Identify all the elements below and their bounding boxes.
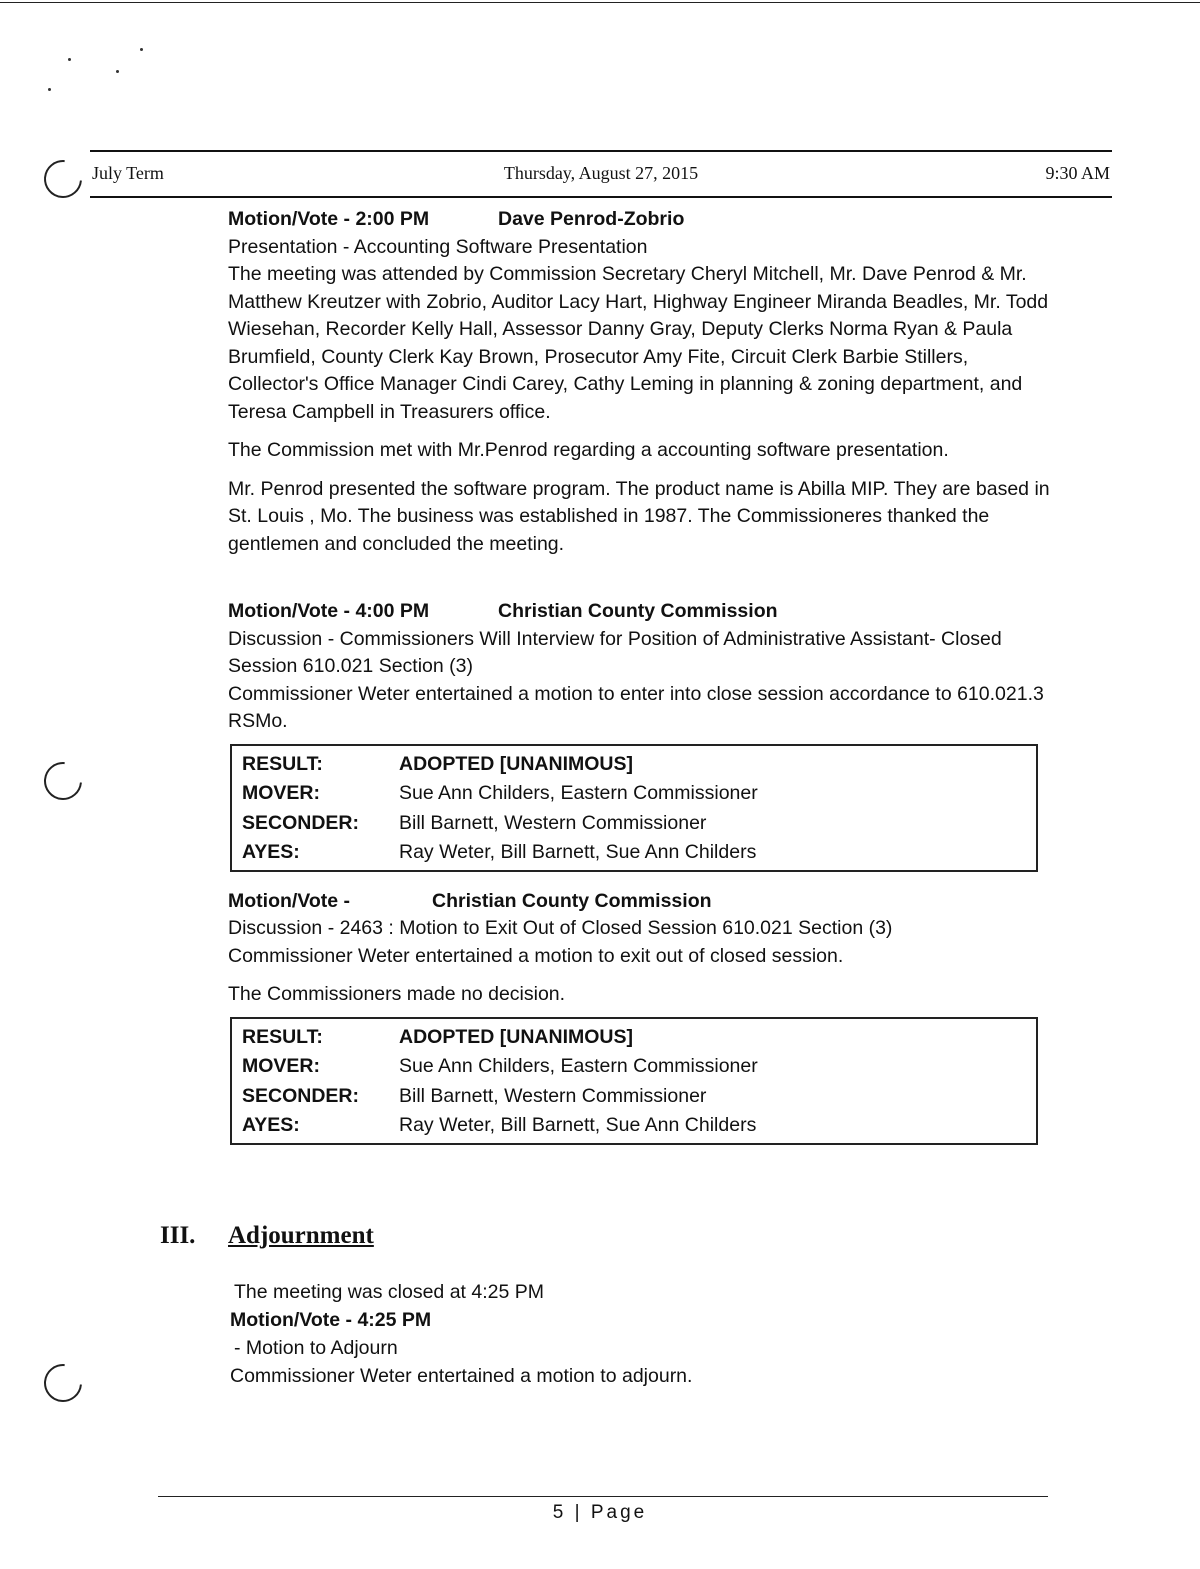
attendance-paragraph: The meeting was attended by Commission Secretary Cheryl Mitchell, Mr. Dave Penrod & Mr. Matthew Kreutzer with Zobrio, Auditor Lacy Hart, Highway Engineer Miranda Beadles, Mr. Todd Wiesehan, Recorder Kelly Hall, Assessor Danny Gray, Deputy Clerks Norma Ryan & Paula Brumfield, County Clerk Kay Brown, Prosecutor Amy Fite, Circuit Clerk Barbie Stillers, Collector's Office Manager Cindi Carey, Cathy Leming in planning & zoning department, and Teresa Campbell in Treasurers office. [228,263,1049,423]
motion-text: Commissioner Weter entertained a motion to adjourn. [230,1365,693,1387]
scan-speck [140,48,143,51]
mover-label: MOVER: [242,1055,320,1077]
minutes-body [228,206,1058,1145]
motion-heading [228,206,1058,234]
motion-body: Dave Penrod-Zobrio [498,208,685,230]
motion-body: Christian County Commission [498,600,778,622]
section-number: III. [160,1222,196,1249]
scan-speck [116,70,119,73]
presentation-title: Presentation - Accounting Software Presentation [228,235,648,258]
adjournment-block [230,1278,693,1390]
motion-label: Motion/Vote - 2:00 PM [228,208,430,230]
motion-text: Commissioner Weter entertained a motion to enter into close session accordance to 610.021.3 RSMo. [228,682,1044,732]
discussion-text: Discussion - Commissioners Will Interview for Position of Administrative Assistant- Closed Session 610.021 Section (3) [228,627,1002,677]
motion-item: - Motion to Adjourn [234,1337,398,1359]
vote-result-box [230,1017,1038,1145]
header-term: July Term [92,163,164,183]
result-label: RESULT: [242,1025,323,1048]
ayes-value: Ray Weter, Bill Barnett, Sue Ann Childers [399,841,757,863]
motion-text: Commissioner Weter entertained a motion to exit out of closed session. [228,944,844,967]
punch-hole-icon [36,152,90,206]
section-heading [160,1222,374,1250]
seconder-value: Bill Barnett, Western Commissioner [399,1084,707,1107]
motion-label: Motion/Vote - 4:00 PM [228,600,430,622]
mover-value: Sue Ann Childers, Eastern Commissioner [399,1055,758,1077]
punch-hole-icon [36,1356,90,1410]
paragraph: The Commission met with Mr.Penrod regarding a accounting software presentation. [228,439,949,461]
motion-heading [228,598,1058,626]
seconder-value: Bill Barnett, Western Commissioner [399,811,707,834]
section-title: Adjournment [228,1222,374,1249]
motion-label: Motion/Vote - [228,889,351,912]
mover-value: Sue Ann Childers, Eastern Commissioner [399,782,758,804]
header-time: 9:30 AM [1045,163,1110,183]
punch-hole-icon [36,754,90,808]
paragraph: Mr. Penrod presented the software program. The product name is Abilla MIP. They are based in St. Louis , Mo. The business was established in 1987. The Commissioneres thanked the gentlemen and concluded the meeting. [228,477,1050,555]
closing-time: The meeting was closed at 4:25 PM [234,1281,544,1303]
discussion-text: Discussion - 2463 : Motion to Exit Out of Closed Session 610.021 Section (3) [228,917,893,939]
motion-body: Christian County Commission [432,889,712,912]
vote-result-box [230,744,1038,872]
result-value: ADOPTED [UNANIMOUS] [399,1025,633,1048]
seconder-label: SECONDER: [242,811,360,834]
top-scan-edge [0,2,1200,3]
motion-heading [228,888,1058,916]
header-date: Thursday, August 27, 2015 [503,163,699,183]
result-value: ADOPTED [UNANIMOUS] [399,752,633,775]
ayes-value: Ray Weter, Bill Barnett, Sue Ann Childers [399,1114,757,1136]
ayes-label: AYES: [242,841,300,863]
page-number: 5 | Page [552,1502,648,1523]
mover-label: MOVER: [242,782,320,804]
result-label: RESULT: [242,752,323,775]
scan-speck [48,88,51,91]
decision-text: The Commissioners made no decision. [228,983,566,1005]
scan-speck [68,58,71,61]
page-header [90,150,1112,198]
ayes-label: AYES: [242,1114,300,1136]
motion-label: Motion/Vote - 4:25 PM [230,1309,432,1331]
footer-rule [158,1496,1048,1497]
seconder-label: SECONDER: [242,1084,360,1107]
